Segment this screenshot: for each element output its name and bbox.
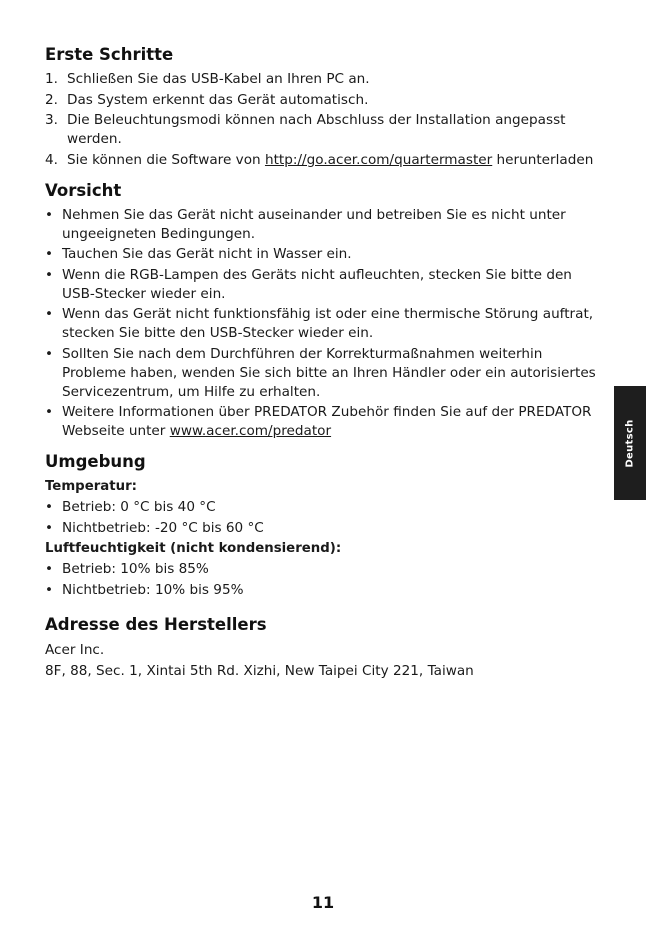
list-item: 2. Das System erkennt das Gerät automatisch. — [45, 91, 369, 108]
list-item: 3. Die Beleuchtungsmodi können nach Abschluss der Installation angepasst werden. — [45, 112, 566, 147]
section-title: Umgebung — [45, 452, 146, 471]
section-erste-schritte — [45, 44, 605, 170]
section-adresse — [45, 614, 605, 682]
manual-page — [45, 44, 605, 692]
company-address: 8F, 88, Sec. 1, Xintai 5th Rd. Xizhi, New Taipei City 221, Taiwan — [45, 662, 474, 679]
section-umgebung — [45, 451, 605, 600]
list-item: • Nehmen Sie das Gerät nicht auseinander und betreiben Sie es nicht unter ungeeigneten Bedingungen. — [45, 206, 566, 242]
section-title: Vorsicht — [45, 180, 122, 200]
list-item: 1. Schließen Sie das USB-Kabel an Ihren PC an. — [45, 71, 370, 87]
steps-list — [45, 70, 605, 170]
list-item: 4. Sie können die Software von http://go.acer.com/quartermaster herunterladen — [45, 151, 594, 168]
language-label: Deutsch — [624, 418, 636, 468]
temperature-list — [45, 498, 605, 538]
list-item: • Betrieb: 10% bis 85% — [45, 561, 209, 577]
page-number: 11 — [311, 893, 335, 912]
section-title: Adresse des Herstellers — [45, 614, 267, 634]
language-side-tab — [614, 386, 646, 500]
section-vorsicht — [45, 180, 605, 442]
software-download-link[interactable]: http://go.acer.com/quartermaster — [264, 151, 493, 168]
list-item: • Nichtbetrieb: 10% bis 95% — [45, 581, 244, 598]
list-item: • Weitere Informationen über PREDATOR Zubehör finden Sie auf der PREDATOR Webseite unter www.acer.com/predator — [45, 404, 592, 439]
predator-website-link[interactable]: www.acer.com/predator — [169, 423, 332, 439]
list-item: • Wenn das Gerät nicht funktionsfähig ist oder eine thermische Störung auftrat, stecken Sie bitte den USB-Stecker wieder ein. — [45, 306, 594, 341]
list-item: • Wenn die RGB-Lampen des Geräts nicht aufleuchten, stecken Sie bitte den USB-Stecker wieder ein. — [45, 266, 572, 302]
company-name: Acer Inc. — [45, 641, 105, 658]
list-item: • Tauchen Sie das Gerät nicht in Wasser ein. — [45, 246, 352, 262]
caution-list — [45, 206, 605, 442]
list-item: • Betrieb: 0 °C bis 40 °C — [45, 499, 216, 515]
temperature-label: Temperatur: — [45, 479, 137, 494]
humidity-label: Luftfeuchtigkeit (nicht kondensierend): — [45, 541, 342, 556]
list-item: • Nichtbetrieb: -20 °C bis 60 °C — [45, 519, 264, 536]
humidity-list — [45, 560, 605, 600]
section-title: Erste Schritte — [45, 45, 174, 64]
list-item: • Sollten Sie nach dem Durchführen der Korrekturmaßnahmen weiterhin Probleme haben, wenden Sie sich bitte an Ihren Händler oder ein autorisiertes Servicezentrum, um Hilfe zu erhalten. — [45, 345, 596, 400]
